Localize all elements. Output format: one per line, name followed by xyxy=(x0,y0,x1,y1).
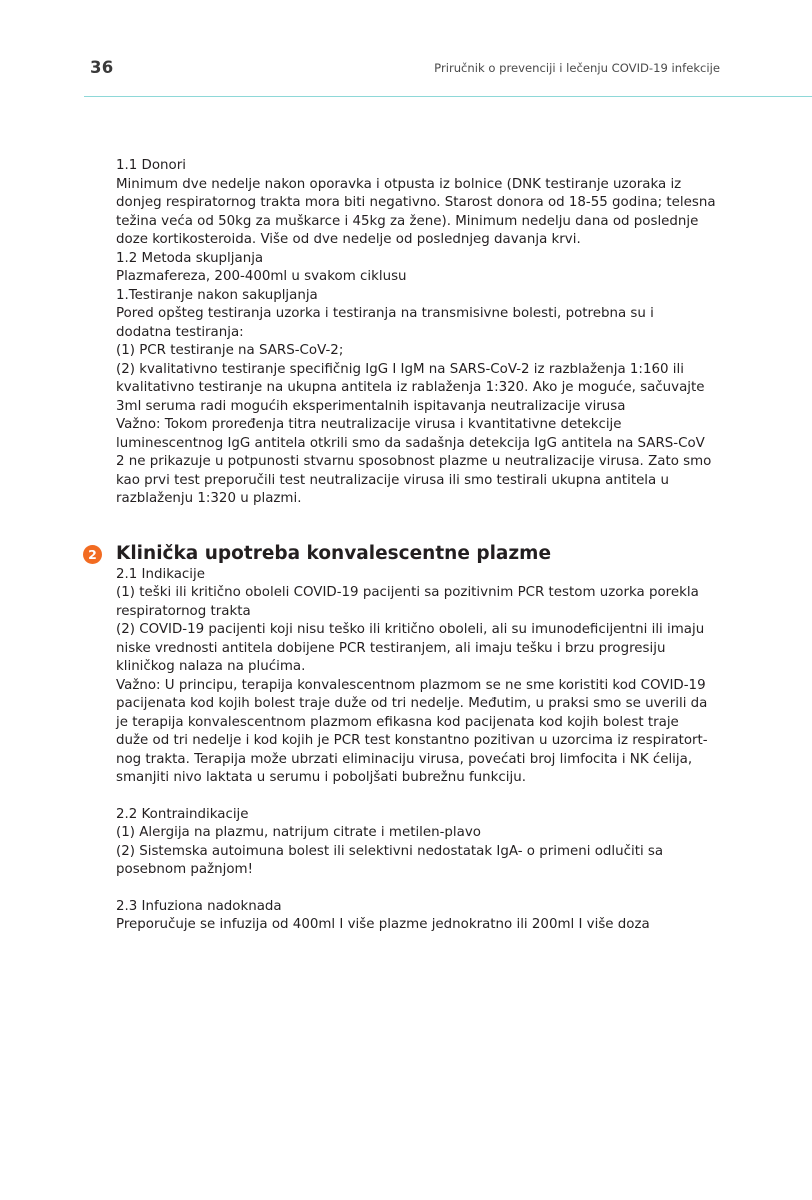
text-line: doze kortikosteroida. Više od dve nedelje od poslednjeg davanja krvi. xyxy=(116,232,581,247)
note-line: Važno: U principu, terapija konvalescentnom plazmom se ne sme koristiti kod COVID-19 xyxy=(116,677,706,693)
subheading-testiranje: 1.Testiranje nakon sakupljanja xyxy=(116,287,318,303)
text-line: niske vrednosti antitela dobijene PCR testiranjem, ali imaju tešku i brzu progresiju xyxy=(116,640,666,656)
text-line: luminescentnog IgG antitela otkrili smo da sadašnja detekcija IgG antitela na SARS-CoV xyxy=(116,435,705,451)
section-heading: Klinička upotreba konvalescentne plazme xyxy=(116,542,552,564)
subheading-donori: 1.1 Donori xyxy=(116,158,186,173)
text-line: nog trakta. Terapija može ubrzati eliminaciju virusa, povećati broj limfocita i NK ćelija, xyxy=(116,751,693,767)
subheading-infuziona: 2.3 Infuziona nadoknada xyxy=(116,898,282,914)
section-1-donors xyxy=(116,157,766,509)
subheading-metoda: 1.2 Metoda skupljanja xyxy=(116,250,264,266)
text-line: razblaženju 1:320 u plazmi. xyxy=(116,491,302,506)
list-item: (2) kvalitativno testiranje specifičnig IgG I IgM na SARS-CoV-2 iz razblaženja 1:160 ili xyxy=(116,361,684,377)
list-item: (2) COVID-19 pacijenti koji nisu teško ili kritično oboleli, ali su imunodeficijentni ili imaju xyxy=(116,622,705,637)
text-line: donjeg respiratornog trakta mora biti negativno. Starost donora od 18-55 godina; telesna xyxy=(116,195,716,210)
text-line: duže od tri nedelje i kod kojih je PCR test konstantno pozitivan u uzorcima iz respiratort- xyxy=(116,733,708,748)
subheading-kontraindikacije: 2.2 Kontraindikacije xyxy=(116,806,249,822)
text-line: pacijenata kod kojih bolest traje duže od tri nedelje. Međutim, u praksi smo se uverili da xyxy=(116,696,708,711)
section-2-indications xyxy=(116,566,766,788)
page-body xyxy=(88,157,766,935)
text-line: Plazmafereza, 200-400ml u svakom ciklusu xyxy=(116,269,407,284)
list-item: (1) Alergija na plazmu, natrijum citrate i metilen-plavo xyxy=(116,825,481,840)
section-number-badge: 2 xyxy=(83,545,102,564)
list-item: (2) Sistemska autoimuna bolest ili selektivni nedostatak IgA- o primeni odlučiti sa xyxy=(116,843,664,859)
text-line: posebnom pažnjom! xyxy=(116,862,253,877)
running-title: Priručnik o prevenciji i lečenju COVID-19 infekcije xyxy=(434,61,720,75)
text-line: Preporučuje se infuzija od 400ml I više plazme jednokratno ili 200ml I više doza xyxy=(116,917,650,932)
text-line: kliničkog nalaza na plućima. xyxy=(116,659,306,674)
section-2-infusion xyxy=(116,898,766,935)
page-header xyxy=(0,0,812,98)
header-divider xyxy=(84,96,812,97)
section-2-contraindications xyxy=(116,806,766,880)
list-item: (1) PCR testiranje na SARS-CoV-2; xyxy=(116,343,344,358)
text-line: 2 ne prikazuje u potpunosti stvarnu sposobnost plazme u neutralizacije virusa. Zato smo xyxy=(116,454,712,469)
subheading-indikacije: 2.1 Indikacije xyxy=(116,566,205,582)
note-line: Važno: Tokom proređenja titra neutralizacije virusa i kvantitativne detekcije xyxy=(116,417,622,432)
text-line: kvalitativno testiranje na ukupna antitela iz rablaženja 1:320. Ako je moguće, sačuvajte xyxy=(116,380,705,395)
text-line: smanjiti nivo laktata u serumu i poboljšati bubrežnu funkciju. xyxy=(116,770,526,785)
text-line: 3ml seruma radi mogućih eksperimentalnih ispitavanja neutralizacije virusa xyxy=(116,398,626,414)
paragraph-gap xyxy=(116,880,766,898)
paragraph-gap xyxy=(116,788,766,806)
text-line: Pored opšteg testiranja uzorka i testiranja na transmisivne bolesti, potrebna su i xyxy=(116,306,654,321)
list-item: (1) teški ili kritično oboleli COVID-19 pacijenti sa pozitivnim PCR testom uzorka porekla xyxy=(116,585,699,600)
text-line: respiratornog trakta xyxy=(116,603,251,619)
section-2-heading-row xyxy=(88,542,766,566)
text-line: kao prvi test preporučili test neutralizacije virusa ili smo testirali ukupna antitela u xyxy=(116,472,669,488)
page-number: 36 xyxy=(90,58,114,77)
text-line: je terapija konvalescentnom plazmom efikasna kod pacijenata kod kojih bolest traje xyxy=(116,714,679,730)
text-line: težina veća od 50kg za muškarce i 45kg za žene). Minimum nedelju dana od poslednje xyxy=(116,213,699,229)
text-line: dodatna testiranja: xyxy=(116,324,244,340)
text-line: Minimum dve nedelje nakon oporavka i otpusta iz bolnice (DNK testiranje uzoraka iz xyxy=(116,176,682,192)
